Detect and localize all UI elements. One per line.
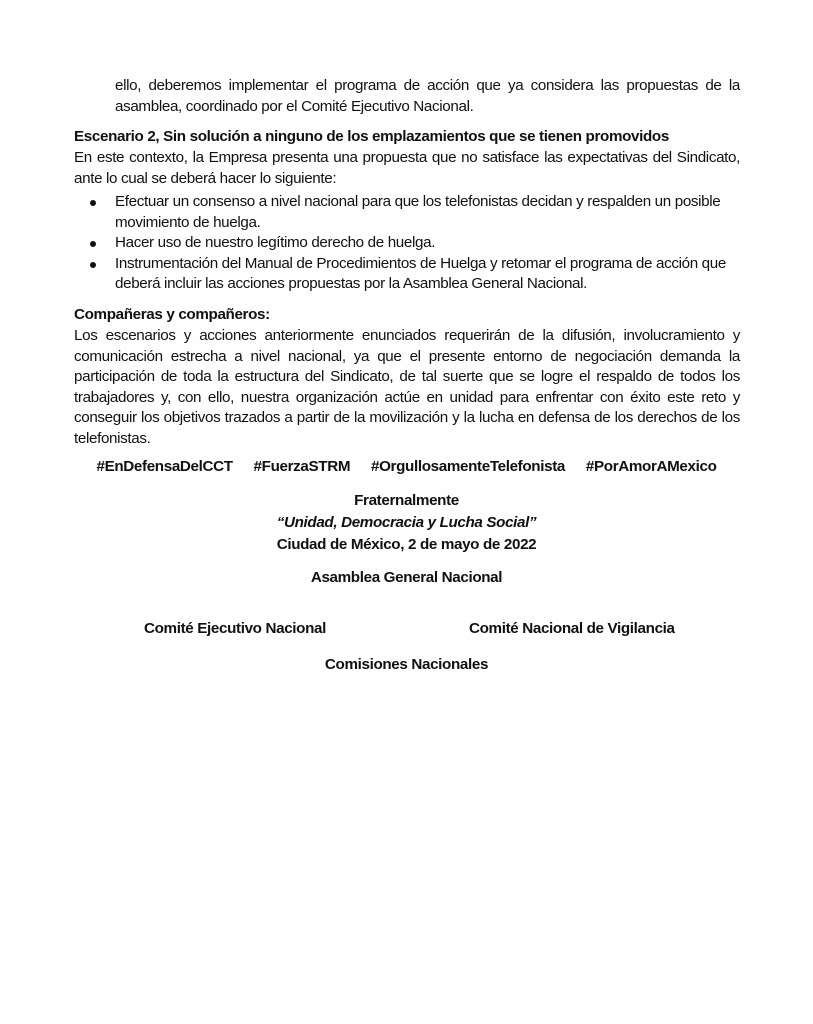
motto: “Unidad, Democracia y Lucha Social” xyxy=(276,514,537,531)
hashtag: #EnDefensaDelCCT xyxy=(96,458,233,475)
hashtag-line xyxy=(0,458,813,475)
place-date: Ciudad de México, 2 de mayo de 2022 xyxy=(276,536,537,553)
signatory-vigilance-committee: Comité Nacional de Vigilancia xyxy=(469,620,675,637)
hashtag: #PorAmorAMexico xyxy=(585,458,717,475)
companeros-heading: Compañeras y compañeros: xyxy=(74,306,270,323)
salutation: Fraternalmente xyxy=(354,492,459,509)
companeros-paragraph: Los escenarios y acciones anteriormente enunciados requerirán de la difusión, involucramiento y comunicación estrecha a nivel nacional, ya que el presente entorno de negociación demanda la participación de toda la estructura del Sindicato, de tal suerte que se logre el respaldo de todos los trabajadores y, con ello, nuestra organización actúe en unidad para enfrentar con éxito este reto y conseguir los objetivos trazados a partir de la movilización y la lucha en defensa de los derechos de los telefonistas. xyxy=(74,327,740,447)
hashtag: #FuerzaSTRM xyxy=(253,458,351,475)
signatory-commissions: Comisiones Nacionales xyxy=(324,656,489,673)
scenario-2-action-list xyxy=(74,192,740,295)
signatory-assembly: Asamblea General Nacional xyxy=(310,569,503,586)
scenario-2-heading: Escenario 2, Sin solución a ninguno de los emplazamientos que se tienen promovidos xyxy=(74,128,669,145)
list-item xyxy=(74,192,740,233)
list-item xyxy=(74,254,740,295)
scenario-2-intro: En este contexto, la Empresa presenta una propuesta que no satisface las expectativas del Sindicato, ante lo cual se deberá hacer lo siguiente: xyxy=(74,149,740,187)
bullet-icon xyxy=(90,200,96,206)
list-item-text: Hacer uso de nuestro legítimo derecho de huelga. xyxy=(115,234,436,252)
continuation-paragraph: ello, deberemos implementar el programa de acción que ya considera las propuestas de la asamblea, coordinado por el Comité Ejecutivo Nacional. xyxy=(115,77,740,115)
closing-block xyxy=(0,490,813,556)
list-item xyxy=(74,233,740,254)
bullet-icon xyxy=(90,241,96,247)
list-item-text: Instrumentación del Manual de Procedimientos de Huelga y retomar el programa de acción que deberá incluir las acciones propuestas por la Asamblea General Nacional. xyxy=(115,254,726,293)
signatory-executive-committee: Comité Ejecutivo Nacional xyxy=(144,620,326,637)
hashtag: #OrgullosamenteTelefonista xyxy=(371,458,566,475)
list-item-text: Efectuar un consenso a nivel nacional para que los telefonistas decidan y respalden un posible movimiento de huelga. xyxy=(115,193,721,231)
bullet-icon xyxy=(90,262,96,268)
